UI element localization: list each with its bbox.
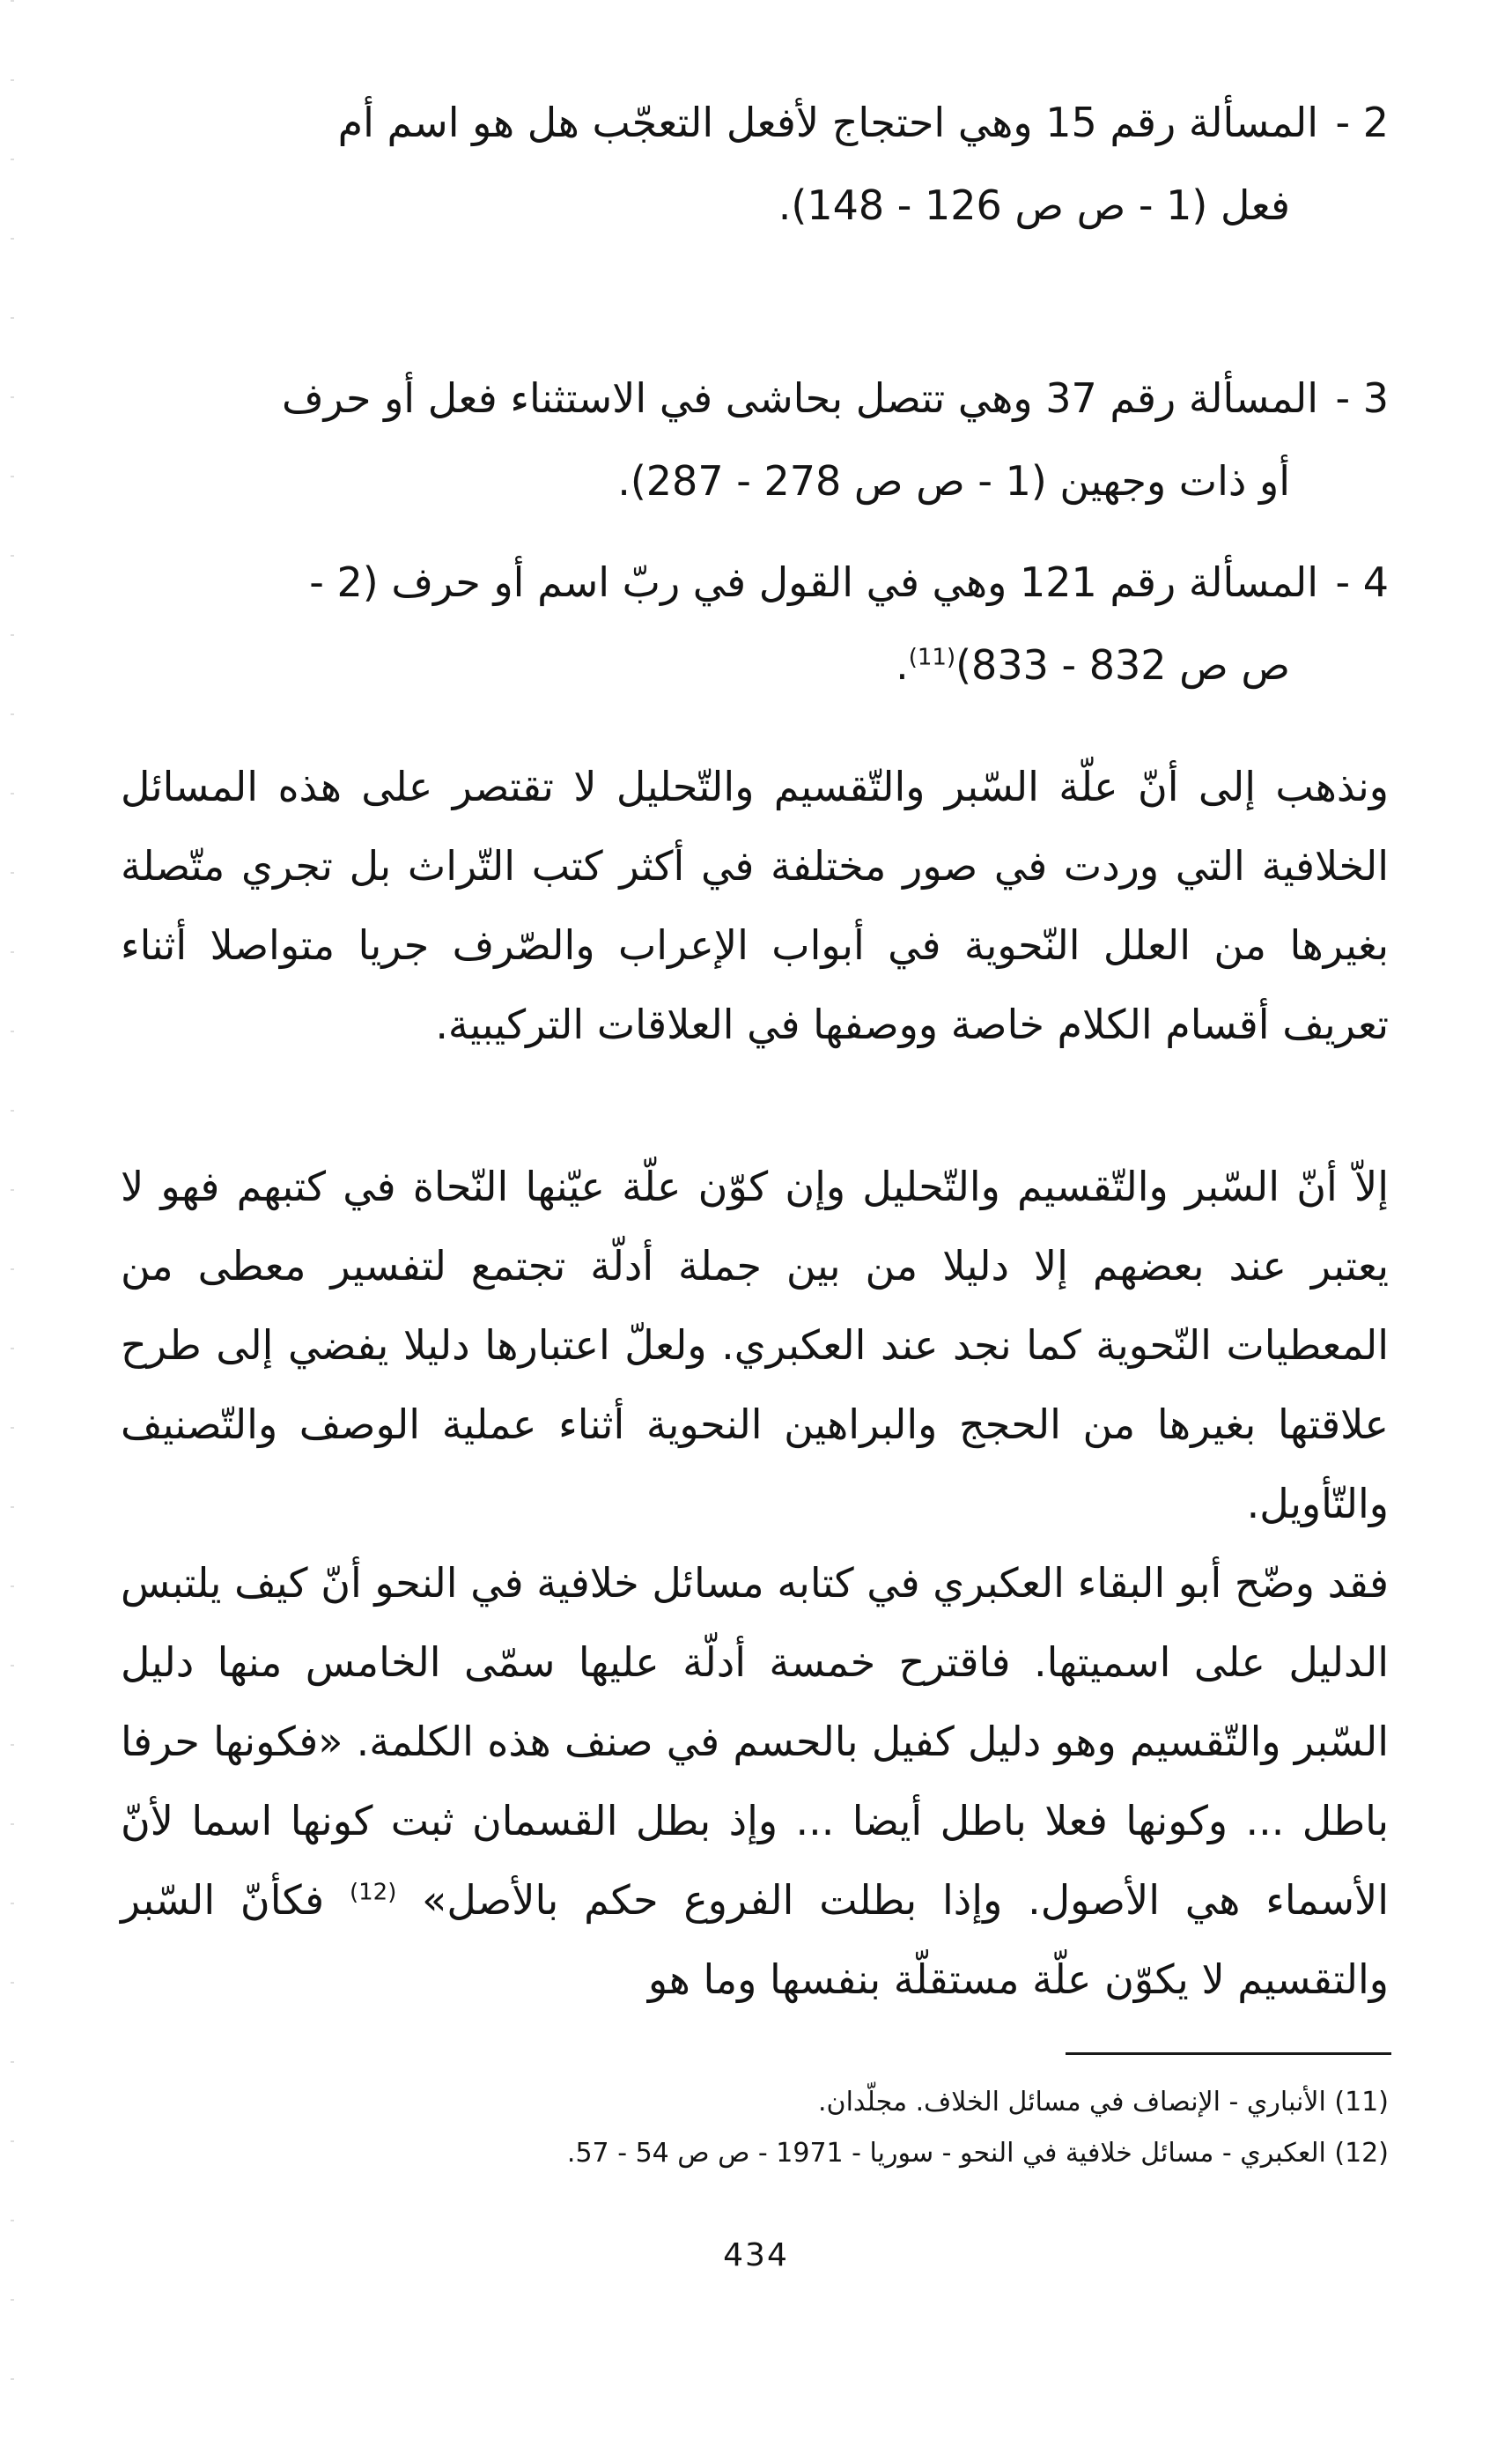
footnote-11: (11) الأنباري - الإنصاف في مسائل الخلاف. مجلّدان.: [818, 2087, 1389, 2117]
page-number: 434: [723, 2237, 789, 2273]
footnote-ref-11[interactable]: (11): [908, 644, 956, 671]
item-number: 3 -: [1335, 374, 1389, 422]
item-text-line2: فعل (1 - ص ص 126 - 148).: [778, 181, 1290, 229]
footnote-ref-12[interactable]: (12): [349, 1879, 397, 1906]
item-text-line2: أو ذات وجهين (1 - ص ص 278 - 287).: [617, 457, 1290, 505]
paragraph-text: فقد وضّح أبو البقاء العكبري في كتابه مسائل خلافية في النحو أنّ كيف يلتبس الدليل على اسميتها. فاقترح خمسة أدلّة عليها سمّى الخامس منها دليل السّبر والتّقسيم وهو دليل كفيل بالحسم في صنف هذه الكلمة. «فكونها حرفا باطل ... وكونها فعلا باطل أيضا ... وإذ بطل القسمان ثبت كونها اسما لأنّ الأسماء هي الأصول. وإذا بطلت الفروع حكم بالأصل»: [121, 1559, 1390, 1924]
item-text-line1: المسألة رقم 121 وهي في القول في ربّ اسم أو حرف (2 -: [309, 558, 1318, 606]
paragraph-text: ونذهب إلى أنّ علّة السّبر والتّقسيم والتّحليل لا تقتصر على هذه المسائل الخلافية التي وردت في صور مختلفة في أكثر كتب التّراث بل تجري متّصلة بغيرها من العلل النّحوية في أبواب الإعراب والصّرف جريا متواصلا أثناء تعريف أقسام الكلام خاصة ووصفها في العلاقات التركيبية.: [121, 763, 1389, 1048]
paragraph-text-continued: فكأنّ السّبر والتقسيم لا يكوّن علّة مستقلّة بنفسها وما هو: [121, 1876, 1389, 2003]
list-item-4: [121, 541, 1389, 706]
item-text: ص ص 832 - 833): [955, 641, 1290, 689]
paragraph-2: [121, 1147, 1389, 1543]
item-number: 4 -: [1335, 558, 1389, 606]
footnotes: [121, 2077, 1389, 2179]
item-end-punct: .: [896, 641, 909, 689]
paragraph-3: [121, 1543, 1389, 2019]
footnote-12: (12) العكبري - مسائل خلافية في النحو - سوريا - 1971 - ص ص 54 - 57.: [566, 2138, 1389, 2169]
item-text-line2: [121, 624, 1389, 706]
item-number: 2 -: [1335, 99, 1389, 146]
item-text-line1: المسألة رقم 37 وهي تتصل بحاشى في الاستثناء فعل أو حرف: [281, 374, 1318, 422]
scan-margin-marks: [11, 0, 14, 2439]
paragraph-1: [121, 747, 1389, 1064]
paragraph-text: إلاّ أنّ السّبر والتّقسيم والتّحليل وإن كوّن علّة عيّنها النّحاة في كتبهم فهو لا يعتبر عند بعضهم إلا دليلا من بين جملة أدلّة تجتمع لتفسير معطى من المعطيات النّحوية كما نجد عند العكبري. ولعلّ اعتبارها دليلا يفضي إلى طرح علاقتها بغيرها من الحجج والبراهين النحوية أثناء عملية الوصف والتّصنيف والتّأويل.: [121, 1163, 1389, 1527]
item-text-line1: المسألة رقم 15 وهي احتجاج لأفعل التعجّب هل هو اسم أم: [337, 99, 1318, 146]
paragraph-text-wrapper: [121, 1543, 1389, 2019]
list-item-3: [121, 357, 1389, 522]
footnote-separator: [1066, 2052, 1391, 2055]
list-item-2: [121, 81, 1389, 247]
